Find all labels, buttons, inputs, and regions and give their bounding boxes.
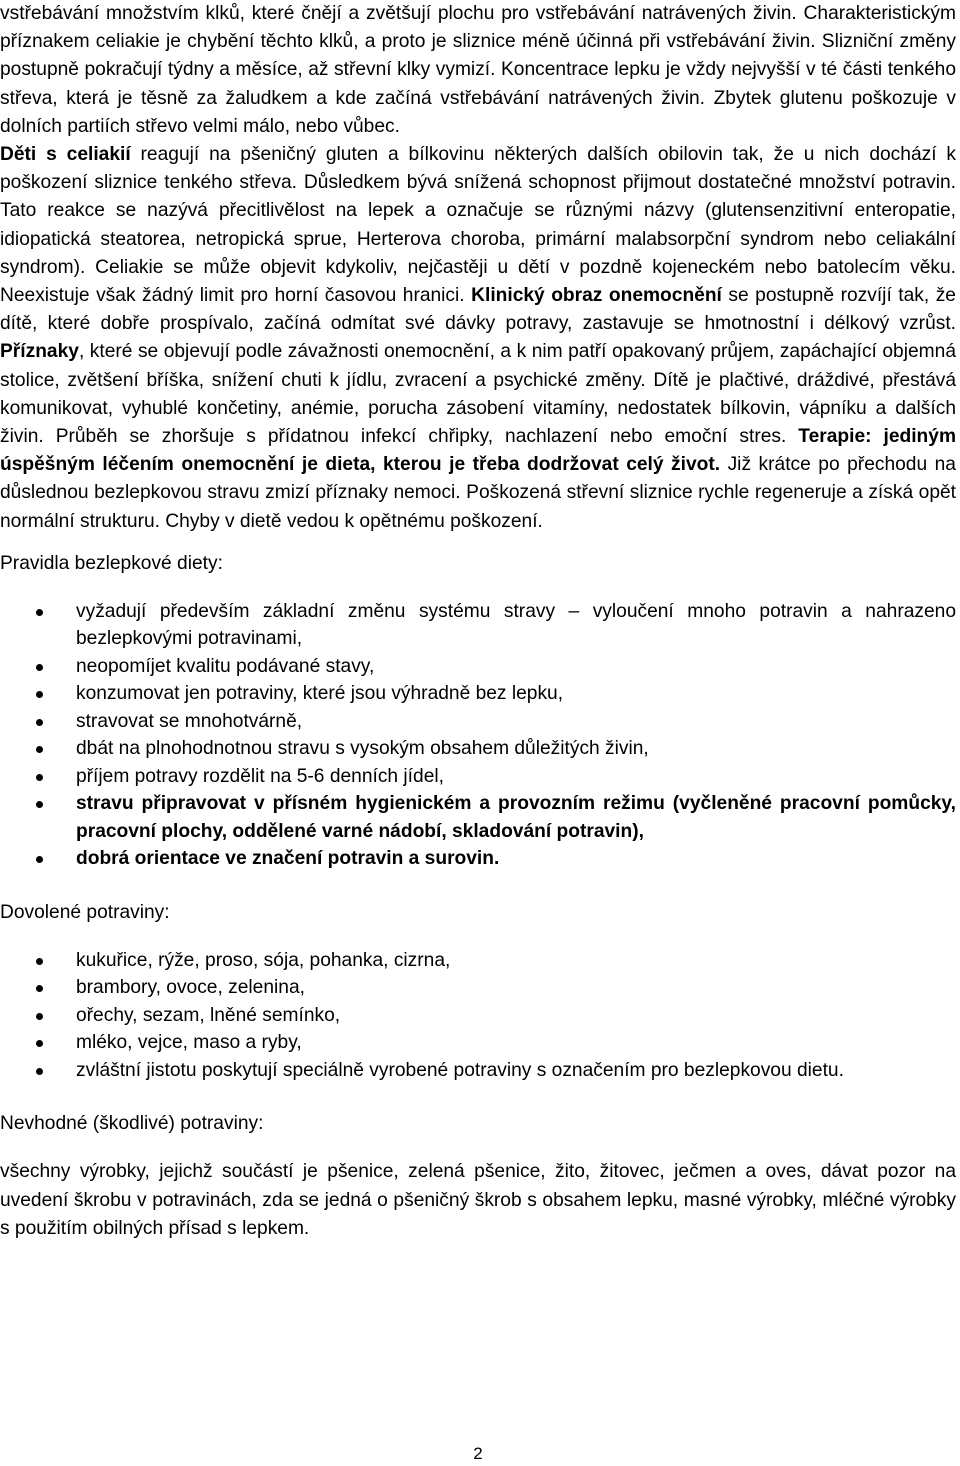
list-item xyxy=(0,947,956,975)
bullet-icon xyxy=(36,856,43,863)
bullet-icon xyxy=(36,985,43,992)
list-item xyxy=(0,1029,956,1057)
bold-clinical-picture: Klinický obraz onemocnění xyxy=(471,285,722,307)
list-item-text: ořechy, sezam, lněné semínko, xyxy=(76,1004,341,1026)
list-diet-rules xyxy=(0,598,956,873)
list-item xyxy=(0,598,956,653)
bullet-icon xyxy=(36,958,43,965)
bullet-icon xyxy=(36,1013,43,1020)
bullet-icon xyxy=(36,1040,43,1047)
bullet-icon xyxy=(36,664,43,671)
text-reaction: reagují na pšeničný gluten a bílkovinu některých dalších obilovin tak, že u nich dochází k poškození sliznice tenkého střeva. Důsledkem bývá snížená schopnost přijmout dostatečné množství potravin. Tato reakce se nazývá přecitlivělost na lepek a označuje se různými názvy (glutensenzitivní enteropatie, idiopatická steatorea, netropická sprue, Herterova choroba, primární malabsorpční syndrom nebo celiakální syndrom). Celiakie se může objevit kdykoliv, nejčastěji u dětí v pozdně kojeneckém nebo batolecím věku. Neexistuje však žádný limit pro horní časovou hranici. xyxy=(0,144,956,307)
list-item-text: vyžadují především základní změnu systému stravy – vyloučení mnoho potravin a nahrazeno bezlepkovými potravinami, xyxy=(76,600,956,650)
list-item-text: dobrá orientace ve značení potravin a surovin. xyxy=(76,848,500,870)
paragraph-celiac-children xyxy=(0,141,956,536)
list-item xyxy=(0,790,956,845)
list-item xyxy=(0,763,956,791)
paragraph-villi xyxy=(0,0,956,141)
list-allowed-foods xyxy=(0,947,956,1085)
unsuitable-foods-text: všechny výrobky, jejichž součástí je pšenice, zelená pšenice, žito, žitovec, ječmen a oves, dávat pozor na uvedení škrobu v potravinách, zda se jedná o pšeničný škrob s obsahem lepku, masné výrobky, mléčné výrobky s použitím obilných přísad s lepkem. xyxy=(0,1161,956,1239)
bullet-icon xyxy=(36,719,43,726)
list-item xyxy=(0,653,956,681)
bullet-icon xyxy=(36,609,43,616)
list-item-text: mléko, vejce, maso a ryby, xyxy=(76,1032,302,1054)
heading-diet-rules: Pravidla bezlepkové diety: xyxy=(0,552,223,574)
bold-therapy: Terapie: jediným úspěšným léčením onemocnění je dieta, kterou je třeba dodržovat celý život. xyxy=(0,426,957,476)
heading-unsuitable-foods: Nevhodné (škodlivé) potraviny: xyxy=(0,1113,264,1135)
list-item-text: brambory, ovoce, zelenina, xyxy=(76,977,305,999)
bullet-icon xyxy=(36,774,43,781)
list-item-text: dbát na plnohodnotnou stravu s vysokým obsahem důležitých živin, xyxy=(76,738,649,760)
list-item-text: kukuřice, rýže, proso, sója, pohanka, cizrna, xyxy=(76,949,451,971)
bullet-icon xyxy=(36,801,43,808)
list-item xyxy=(0,708,956,736)
bullet-icon xyxy=(36,1068,43,1075)
list-item xyxy=(0,974,956,1002)
list-item-text: zvláštní jistotu poskytují speciálně vyrobené potraviny s označením pro bezlepkovou dietu. xyxy=(76,1059,844,1081)
list-item-text: neopomíjet kvalitu podávané stavy, xyxy=(76,655,375,677)
list-item xyxy=(0,680,956,708)
page-number: 2 xyxy=(473,1444,483,1463)
text-clinical: se postupně rozvíjí tak, že dítě, které dobře prospívalo, začíná odmítat své dávky potravy, zastavuje se hmotnostní i délkový vzrůst. xyxy=(0,285,956,335)
bullet-icon xyxy=(36,691,43,698)
list-item-text: konzumovat jen potraviny, které jsou výhradně bez lepku, xyxy=(76,683,564,705)
heading-allowed-foods: Dovolené potraviny: xyxy=(0,901,170,923)
list-item-text: příjem potravy rozdělit na 5-6 denních jídel, xyxy=(76,765,444,787)
list-item-text: stravu připravovat v přísném hygienickém a provozním režimu (vyčleněné pracovní pomůcky, pracovní plochy, oddělené varné nádobí, skladování potravin), xyxy=(76,793,956,842)
list-item xyxy=(0,1057,956,1085)
list-item xyxy=(0,845,956,873)
bold-children-celiac: Děti s celiakií xyxy=(0,144,131,166)
list-item xyxy=(0,1002,956,1030)
paragraph-unsuitable-foods xyxy=(0,1158,956,1243)
text-symptoms: , které se objevují podle závažnosti onemocnění, a k nim patří opakovaný průjem, zapáchající objemná stolice, zvětšení bříška, snížení chuti k jídlu, zvracení a psychické změny. Dítě je plačtivé, dráždivé, přestává komunikovat, vyhublé končetiny, anémie, porucha zásobení vitamíny, nedostatek bílkovin, vápníku a dalších živin. Průběh se zhoršuje s přídatnou infekcí chřipky, nachlazení nebo emoční stres. xyxy=(0,341,956,448)
paragraph-villi-text: vstřebávání množstvím klků, které čnějí a zvětšují plochu pro vstřebávání natrávených živin. Charakteristickým příznakem celiakie je chybění těchto klků, a proto je sliznice méně účinná při vstřebávání živin. Slizniční změny postupně pokračují týdny a měsíce, až střevní klky vymizí. Koncentrace lepku je vždy nejvyšší v té části tenkého střeva, která je těsně za žaludkem a kde začíná vstřebávání natrávených živin. Zbytek glutenu poškozuje v dolních partiích střevo velmi málo, nebo vůbec. xyxy=(0,3,956,137)
list-item-text: stravovat se mnohotvárně, xyxy=(76,710,303,732)
bold-symptoms: Příznaky xyxy=(0,341,79,363)
text-therapy: Již krátce po přechodu na důslednou bezlepkovou stravu zmizí příznaky nemoci. Poškozená střevní sliznice rychle regeneruje a získá opět normální strukturu. Chyby v dietě vedou k opětnému poškození. xyxy=(0,454,956,532)
bullet-icon xyxy=(36,746,43,753)
list-item xyxy=(0,735,956,763)
